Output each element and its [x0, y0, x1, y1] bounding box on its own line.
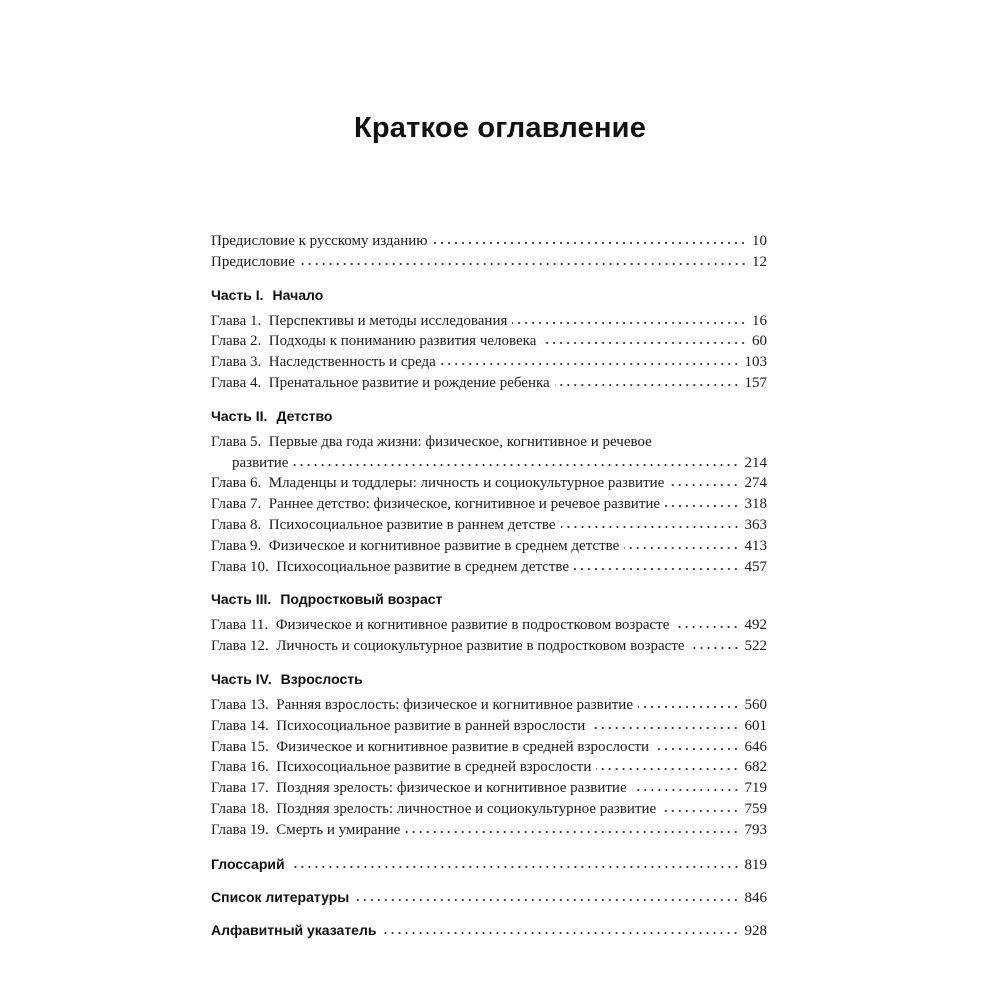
dot-leader [432, 241, 747, 245]
chapter-prefix: Глава 5. [211, 433, 262, 450]
dot-leader [290, 865, 740, 869]
chapter-title: Наследственность и среда [268, 354, 436, 371]
entry-label [211, 778, 627, 799]
entry-label [211, 331, 536, 352]
entry-label [211, 536, 619, 557]
toc-entry-front-preface[interactable] [211, 252, 767, 273]
entry-label [211, 737, 649, 758]
chapter-title: Поздняя зрелость: физическое и когнитивное развитие [276, 780, 627, 797]
chapter-title: Физическое и когнитивное развитие в подростковом возрасте [275, 617, 670, 634]
dot-leader [596, 767, 739, 771]
chapter-title: Первые два года жизни: физическое, когнитивное и речевое [268, 433, 652, 450]
chapter-prefix: Глава 15. [211, 738, 269, 755]
chapter-title: Подходы к пониманию развития человека [268, 333, 537, 350]
page-title: Краткое оглавление [353, 112, 647, 144]
toc-entry-chapter-15[interactable] [211, 737, 767, 758]
chapter-title: Физическое и когнитивное развитие в средней взрослости [276, 738, 650, 755]
toc-entry-chapter-10[interactable] [211, 557, 767, 578]
page-number: 12 [752, 253, 767, 270]
dot-leader [441, 362, 740, 366]
dot-leader [555, 383, 740, 387]
page-number: 759 [744, 800, 767, 817]
dot-leader [632, 788, 740, 792]
chapter-title: Психосоциальное развитие в среднем детстве [276, 558, 570, 575]
entry-label [211, 636, 685, 657]
dot-leader [661, 809, 739, 813]
toc-entry-chapter-2[interactable] [211, 331, 767, 352]
entry-label [211, 515, 556, 536]
chapter-title: Смерть и умирание [276, 821, 401, 838]
toc-entry-chapter-14[interactable] [211, 716, 767, 737]
page-number: 16 [752, 312, 767, 329]
toc-entry-chapter-19[interactable] [211, 820, 767, 841]
chapter-title: Физическое и когнитивное развитие в среднем детстве [268, 537, 620, 554]
entry-label [211, 757, 591, 778]
dot-leader [624, 546, 739, 550]
page-number: 928 [744, 922, 767, 939]
chapter-title: Перспективы и методы исследования [268, 312, 508, 329]
page-number: 492 [744, 617, 767, 634]
chapter-title: Психосоциальное развитие в раннем детстве [268, 516, 556, 533]
dot-leader [293, 463, 739, 467]
toc-entry-chapter-1[interactable] [211, 311, 767, 332]
chapter-prefix: Глава 12. [211, 638, 269, 655]
chapter-prefix: Глава 1. [211, 312, 262, 329]
entry-label: Предисловие [211, 253, 295, 270]
chapter-title: Личность и социокультурное развитие в подростковом возрасте [276, 638, 685, 655]
part-name: Подростковый возраст [280, 591, 443, 608]
page-number: 793 [744, 821, 767, 838]
page-number: 646 [744, 738, 767, 755]
dot-leader [381, 931, 739, 935]
page-number: 601 [744, 717, 767, 734]
chapter-prefix: Глава 14. [211, 717, 269, 734]
toc-entry-chapter-6[interactable] [211, 473, 767, 494]
dot-leader [354, 898, 739, 902]
chapter-title: Раннее детство: физическое, когнитивное и речевое развитие [268, 496, 661, 513]
chapter-prefix: Глава 10. [211, 558, 269, 575]
entry-label: Предисловие к русскому изданию [211, 233, 428, 249]
chapter-prefix: Глава 17. [211, 780, 269, 797]
part-number: Часть I. [211, 286, 264, 303]
toc-entry-chapter-11[interactable] [211, 615, 767, 636]
dot-leader [665, 504, 739, 508]
chapter-title: Психосоциальное развитие в ранней взрослости [276, 717, 586, 734]
part-name: Детство [276, 407, 333, 424]
toc-entry-glossary[interactable] [211, 854, 767, 874]
page-number: 10 [752, 233, 767, 249]
page-number: 413 [744, 537, 767, 554]
chapter-prefix: Глава 19. [211, 821, 269, 838]
page-number: 157 [744, 374, 767, 391]
page-number: 522 [744, 638, 767, 655]
toc-entry-front-preface-russian[interactable] [211, 231, 767, 252]
part-heading-2[interactable] [211, 406, 767, 426]
page-number: 274 [744, 475, 767, 492]
chapter-title: Ранняя взрослость: физическое и когнитивное развитие [276, 696, 633, 713]
entry-label [211, 716, 585, 737]
page-number: 846 [744, 889, 767, 906]
part-heading-4[interactable] [211, 669, 767, 689]
toc-entry-chapter-7[interactable] [211, 494, 767, 515]
chapter-prefix: Глава 11. [211, 617, 269, 634]
chapter-title: Младенцы и тоддлеры: личность и социокультурное развитие [268, 475, 665, 492]
part-number: Часть IV. [211, 670, 272, 687]
page-number: 560 [744, 696, 767, 713]
dot-leader [590, 726, 739, 730]
entry-label [211, 799, 656, 820]
chapter-prefix: Глава 18. [211, 800, 269, 817]
chapter-title-continuation: развитие [232, 454, 289, 471]
page-number: 682 [744, 759, 767, 776]
chapter-title: Пренатальное развитие и рождение ребенка [268, 374, 550, 391]
page-number: 214 [744, 454, 767, 471]
entry-label [211, 820, 400, 841]
dot-leader [561, 525, 740, 529]
chapter-prefix: Глава 3. [211, 354, 262, 371]
page-number: 318 [744, 496, 767, 513]
toc-entry-chapter-13[interactable] [211, 695, 767, 716]
toc-entry-chapter-4[interactable] [211, 373, 767, 394]
entry-label [211, 695, 633, 716]
toc-entry-index[interactable] [211, 920, 767, 940]
toc-entry-chapter-18[interactable] [211, 799, 767, 820]
chapter-prefix: Глава 8. [211, 516, 262, 533]
page-number: 819 [744, 856, 767, 873]
dot-leader [674, 625, 739, 629]
entry-label: Глоссарий [211, 855, 285, 872]
entry-label [211, 373, 550, 394]
chapter-prefix: Глава 4. [211, 374, 262, 391]
page-number: 60 [752, 333, 767, 350]
chapter-prefix: Глава 6. [211, 475, 262, 492]
part-name: Взрослость [280, 670, 363, 687]
toc-entry-chapter-8[interactable] [211, 515, 767, 536]
dot-leader [638, 705, 740, 709]
entry-label [211, 473, 664, 494]
entry-label: Алфавитный указатель [211, 921, 377, 938]
chapter-prefix: Глава 7. [211, 496, 262, 513]
part-number: Часть III. [211, 591, 272, 608]
entry-label [211, 557, 569, 578]
toc-entry-chapter-12[interactable] [211, 636, 767, 657]
table-of-contents [211, 231, 767, 940]
toc-entry-chapter-9[interactable] [211, 536, 767, 557]
entry-label [211, 352, 436, 373]
page-number: 363 [744, 516, 767, 533]
dot-leader [512, 321, 747, 325]
chapter-title: Психосоциальное развитие в средней взрослости [276, 759, 592, 776]
dot-leader [300, 262, 747, 266]
page-number: 103 [744, 354, 767, 371]
page-number: 719 [744, 780, 767, 797]
toc-entry-chapter-3[interactable] [211, 352, 767, 373]
toc-entry-chapter-17[interactable] [211, 778, 767, 799]
toc-entry-chapter-5-line-2[interactable] [211, 453, 767, 474]
toc-entry-bibliography[interactable] [211, 887, 767, 907]
toc-entry-chapter-5-line-1[interactable] [211, 432, 767, 453]
dot-leader [574, 567, 739, 571]
chapter-prefix: Глава 2. [211, 333, 262, 350]
part-heading-1[interactable] [211, 285, 767, 305]
entry-label [211, 311, 507, 332]
part-number: Часть II. [211, 407, 268, 424]
entry-label [211, 494, 660, 515]
dot-leader [654, 747, 739, 751]
chapter-title: Поздняя зрелость: личностное и социокультурное развитие [276, 800, 657, 817]
toc-entry-chapter-16[interactable] [211, 757, 767, 778]
part-heading-3[interactable] [211, 589, 767, 609]
dot-leader [405, 830, 739, 834]
entry-label: Список литературы [211, 888, 350, 905]
page-number: 457 [744, 558, 767, 575]
part-name: Начало [272, 286, 324, 303]
chapter-prefix: Глава 9. [211, 537, 262, 554]
entry-label [211, 615, 669, 636]
chapter-prefix: Глава 16. [211, 759, 269, 776]
dot-leader [541, 341, 747, 345]
dot-leader [669, 483, 739, 487]
dot-leader [690, 646, 740, 650]
chapter-prefix: Глава 13. [211, 696, 269, 713]
